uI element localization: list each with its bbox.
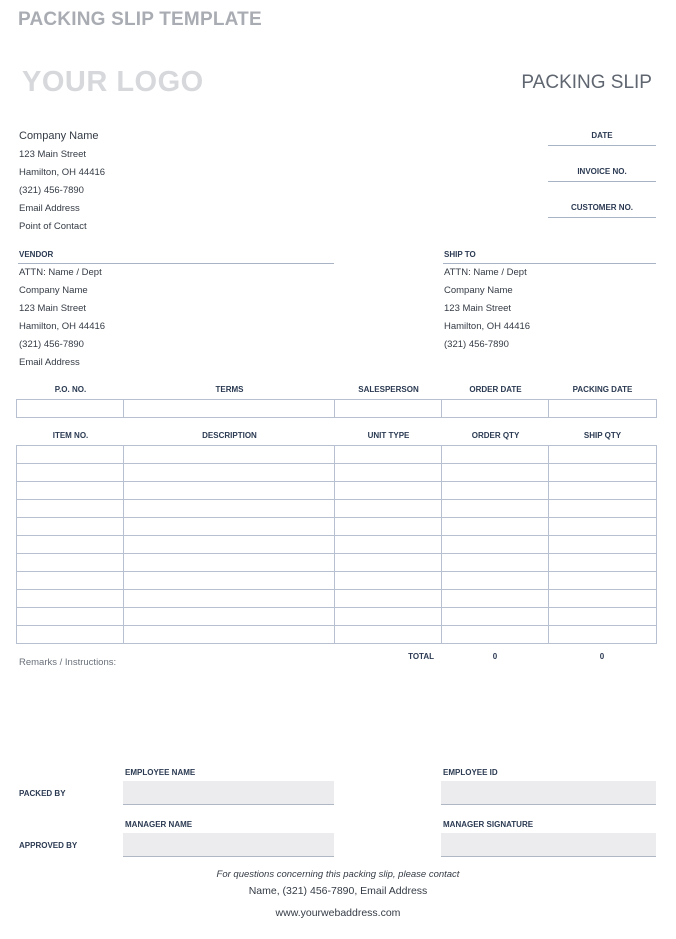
remarks-label: Remarks / Instructions: xyxy=(19,657,117,668)
item-cell[interactable] xyxy=(335,608,442,626)
customer-number-field[interactable] xyxy=(548,217,656,218)
salesperson-header: SALESPERSON xyxy=(358,385,419,394)
employee-name-label: EMPLOYEE NAME xyxy=(125,768,196,777)
item-cell[interactable] xyxy=(549,536,657,554)
item-cell[interactable] xyxy=(124,554,335,572)
invoice-number-field[interactable] xyxy=(548,181,656,182)
items-header xyxy=(17,431,656,440)
item-row xyxy=(17,482,657,500)
employee-name-field[interactable] xyxy=(123,781,334,805)
item-row xyxy=(17,608,657,626)
item-cell[interactable] xyxy=(17,626,124,644)
ship-qty-header: SHIP QTY xyxy=(583,431,622,440)
item-cell[interactable] xyxy=(124,590,335,608)
item-row xyxy=(17,518,657,536)
item-row xyxy=(17,464,657,482)
item-cell[interactable] xyxy=(549,464,657,482)
item-cell[interactable] xyxy=(335,464,442,482)
item-row xyxy=(17,446,657,464)
approved-by-label: APPROVED BY xyxy=(19,841,78,850)
total-label: TOTAL xyxy=(408,652,434,661)
salesperson-cell[interactable] xyxy=(335,400,442,418)
item-cell[interactable] xyxy=(442,446,549,464)
item-cell[interactable] xyxy=(335,554,442,572)
order-date-header: ORDER DATE xyxy=(469,385,522,394)
manager-name-label: MANAGER NAME xyxy=(125,820,193,829)
sender-email: Email Address xyxy=(19,203,80,214)
item-cell[interactable] xyxy=(17,590,124,608)
footer-website[interactable]: www.yourwebaddress.com xyxy=(275,907,401,919)
item-cell[interactable] xyxy=(549,590,657,608)
description-header: DESCRIPTION xyxy=(202,431,257,440)
manager-name-field[interactable] xyxy=(123,833,334,857)
footer-contact: Name, (321) 456-7890, Email Address xyxy=(248,885,428,897)
item-row xyxy=(17,554,657,572)
date-label: DATE xyxy=(591,131,613,140)
invoice-number-label: INVOICE NO. xyxy=(577,167,627,176)
item-cell[interactable] xyxy=(549,626,657,644)
item-cell[interactable] xyxy=(17,572,124,590)
po-number-header: P.O. NO. xyxy=(54,385,87,394)
packing-date-header: PACKING DATE xyxy=(572,385,633,394)
item-cell[interactable] xyxy=(335,482,442,500)
ship-to-label: SHIP TO xyxy=(444,250,476,259)
packed-by-label: PACKED BY xyxy=(19,789,66,798)
customer-number-label: CUSTOMER NO. xyxy=(570,203,634,212)
item-cell[interactable] xyxy=(549,554,657,572)
vendor-divider xyxy=(18,263,334,264)
order-info-header xyxy=(17,385,656,394)
item-row xyxy=(17,626,657,644)
item-row xyxy=(17,590,657,608)
order-info-table xyxy=(16,399,657,418)
sender-contact: Point of Contact xyxy=(19,221,87,232)
vendor-email: Email Address xyxy=(19,357,80,368)
item-cell[interactable] xyxy=(335,446,442,464)
item-cell[interactable] xyxy=(17,482,124,500)
total-order-qty: 0 xyxy=(492,652,498,661)
item-cell[interactable] xyxy=(124,464,335,482)
ship-to-divider xyxy=(443,263,656,264)
item-cell[interactable] xyxy=(549,482,657,500)
item-cell[interactable] xyxy=(442,590,549,608)
item-cell[interactable] xyxy=(17,500,124,518)
vendor-phone: (321) 456-7890 xyxy=(19,339,84,350)
item-cell[interactable] xyxy=(442,608,549,626)
item-cell[interactable] xyxy=(17,554,124,572)
item-cell[interactable] xyxy=(124,518,335,536)
item-cell[interactable] xyxy=(124,500,335,518)
sender-company: Company Name xyxy=(19,130,99,142)
item-row xyxy=(17,500,657,518)
vendor-street: 123 Main Street xyxy=(19,303,87,314)
item-cell[interactable] xyxy=(549,500,657,518)
sender-city: Hamilton, OH 44416 xyxy=(19,167,106,178)
item-cell[interactable] xyxy=(17,536,124,554)
item-cell[interactable] xyxy=(549,446,657,464)
unit-type-header: UNIT TYPE xyxy=(367,431,410,440)
item-cell[interactable] xyxy=(17,608,124,626)
item-cell[interactable] xyxy=(124,446,335,464)
item-cell[interactable] xyxy=(549,608,657,626)
vendor-label: VENDOR xyxy=(19,250,54,259)
item-cell[interactable] xyxy=(124,608,335,626)
vendor-attn: ATTN: Name / Dept xyxy=(19,267,102,278)
item-cell[interactable] xyxy=(442,572,549,590)
item-cell[interactable] xyxy=(124,626,335,644)
document-heading: PACKING SLIP xyxy=(521,72,652,93)
item-cell[interactable] xyxy=(17,464,124,482)
packing-date-cell[interactable] xyxy=(549,400,657,418)
ship-to-phone: (321) 456-7890 xyxy=(444,339,509,350)
vendor-city: Hamilton, OH 44416 xyxy=(19,321,106,332)
item-cell[interactable] xyxy=(549,572,657,590)
logo-placeholder: YOUR LOGO xyxy=(22,66,204,98)
page-title: PACKING SLIP TEMPLATE xyxy=(18,9,262,30)
item-cell[interactable] xyxy=(17,518,124,536)
item-cell[interactable] xyxy=(442,482,549,500)
item-cell[interactable] xyxy=(335,536,442,554)
date-field[interactable] xyxy=(548,145,656,146)
item-cell[interactable] xyxy=(335,518,442,536)
ship-to-street: 123 Main Street xyxy=(444,303,512,314)
item-cell[interactable] xyxy=(442,626,549,644)
order-qty-header: ORDER QTY xyxy=(471,431,520,440)
item-row xyxy=(17,536,657,554)
item-cell[interactable] xyxy=(17,446,124,464)
total-ship-qty: 0 xyxy=(599,652,605,661)
item-cell[interactable] xyxy=(442,518,549,536)
item-cell[interactable] xyxy=(442,464,549,482)
item-number-header: ITEM NO. xyxy=(52,431,89,440)
item-cell[interactable] xyxy=(124,482,335,500)
terms-header: TERMS xyxy=(215,385,244,394)
ship-to-city: Hamilton, OH 44416 xyxy=(444,321,531,332)
item-cell[interactable] xyxy=(335,572,442,590)
po-number-cell[interactable] xyxy=(17,400,124,418)
order-date-cell[interactable] xyxy=(442,400,549,418)
employee-id-label: EMPLOYEE ID xyxy=(443,768,498,777)
manager-signature-label: MANAGER SIGNATURE xyxy=(443,820,534,829)
items-table xyxy=(16,445,657,644)
item-cell[interactable] xyxy=(335,626,442,644)
terms-cell[interactable] xyxy=(124,400,335,418)
sender-street: 123 Main Street xyxy=(19,149,87,160)
item-cell[interactable] xyxy=(335,500,442,518)
sender-phone: (321) 456-7890 xyxy=(19,185,84,196)
ship-to-company: Company Name xyxy=(444,285,513,296)
item-cell[interactable] xyxy=(442,500,549,518)
item-cell[interactable] xyxy=(442,554,549,572)
footer-note: For questions concerning this packing slip, please contact xyxy=(216,869,460,880)
vendor-company: Company Name xyxy=(19,285,88,296)
item-cell[interactable] xyxy=(124,572,335,590)
item-cell[interactable] xyxy=(124,536,335,554)
ship-to-attn: ATTN: Name / Dept xyxy=(444,267,527,278)
manager-signature-field[interactable] xyxy=(441,833,656,857)
item-cell[interactable] xyxy=(442,536,549,554)
item-cell[interactable] xyxy=(549,518,657,536)
item-row xyxy=(17,572,657,590)
employee-id-field[interactable] xyxy=(441,781,656,805)
item-cell[interactable] xyxy=(335,590,442,608)
